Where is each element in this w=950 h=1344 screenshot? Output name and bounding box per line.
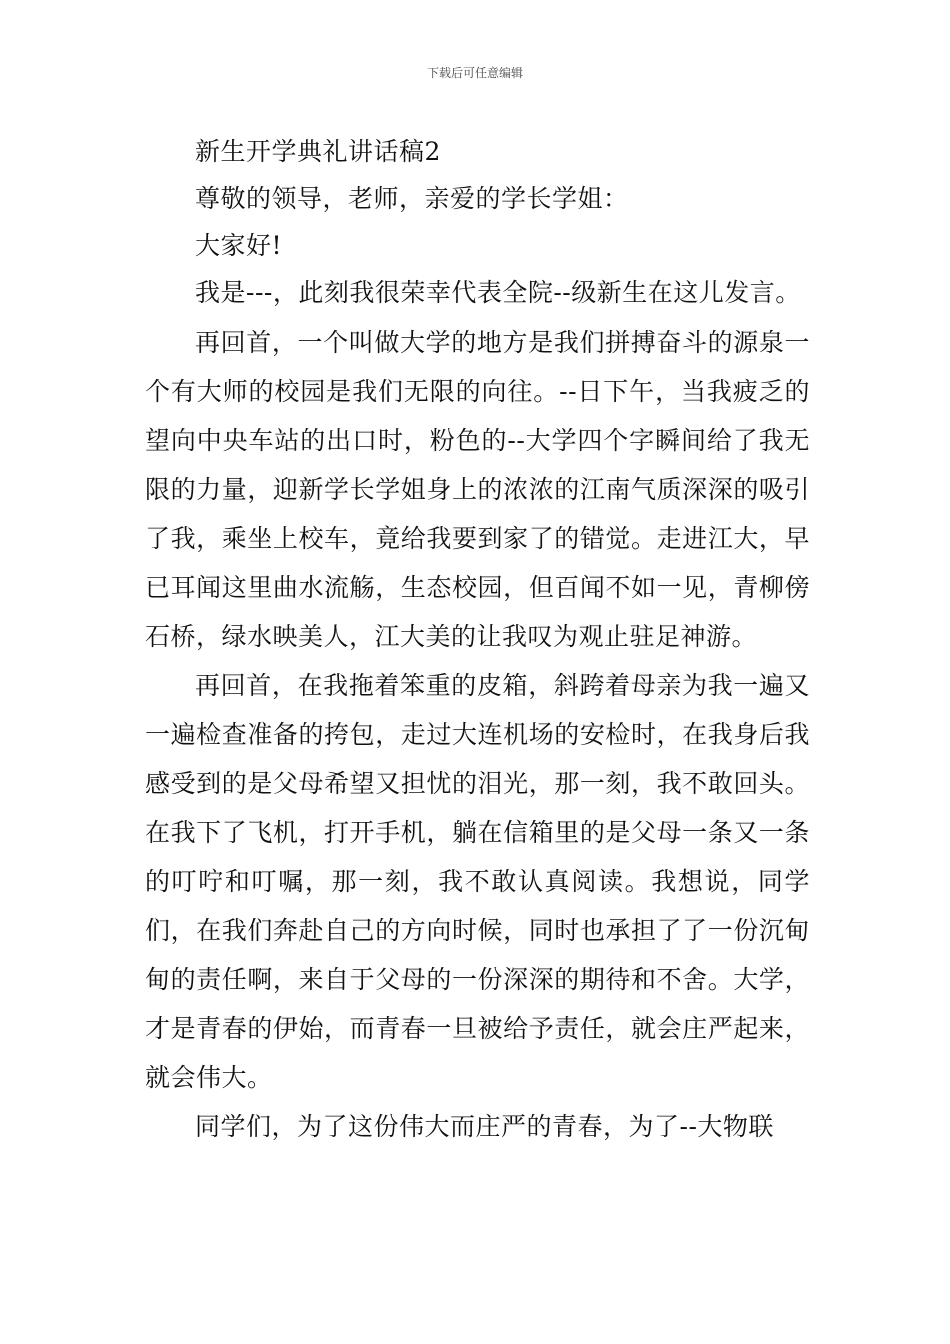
header-note: 下载后可任意编辑 bbox=[426, 66, 523, 80]
paragraph-2: 再回首，在我拖着笨重的皮箱，斜跨着母亲为我一遍又一遍检查准备的挎包，走过大连机场的安检时，在我身后我感受到的是父母希望又担忧的泪光，那一刻，我不敢回头。在我下了飞机，打开手机，躺在信箱里的是父母一条又一条的叮咛和叮嘱，那一刻，我不敢认真阅读。我想说，同学们，在我们奔赴自己的方向时候，同时也承担了了一份沉甸甸的责任啊，来自于父母的一份深深的期待和不舍。大学，才是青春的伊始，而青春一旦被给予责任，就会庄严起来，就会伟大。 bbox=[145, 671, 810, 1092]
intro-line: 我是---，此刻我很荣幸代表全院--级新生在这儿发言。 bbox=[195, 278, 801, 307]
greeting-line: 尊敬的领导，老师，亲爱的学长学姐： bbox=[195, 184, 629, 213]
paragraph-1: 再回首，一个叫做大学的地方是我们拼搏奋斗的源泉一个有大师的校园是我们无限的向往。--日下午，当我疲乏的望向中央车站的出口时，粉色的--大学四个字瞬间给了我无限的力量，迎新学长学姐身上的浓浓的江南气质深深的吸引了我，乘坐上校车，竟给我要到家了的错觉。走进江大，早已耳闻这里曲水流觞，生态校园，但百闻不如一见，青柳傍石桥，绿水映美人，江大美的让我叹为观止驻足神游。 bbox=[145, 328, 810, 651]
document-body bbox=[145, 128, 810, 1151]
paragraph-3: 同学们，为了这份伟大而庄严的青春，为了--大物联 bbox=[195, 1112, 774, 1141]
document-title: 新生开学典礼讲话稿2 bbox=[195, 137, 441, 166]
hello-line: 大家好! bbox=[195, 231, 283, 260]
